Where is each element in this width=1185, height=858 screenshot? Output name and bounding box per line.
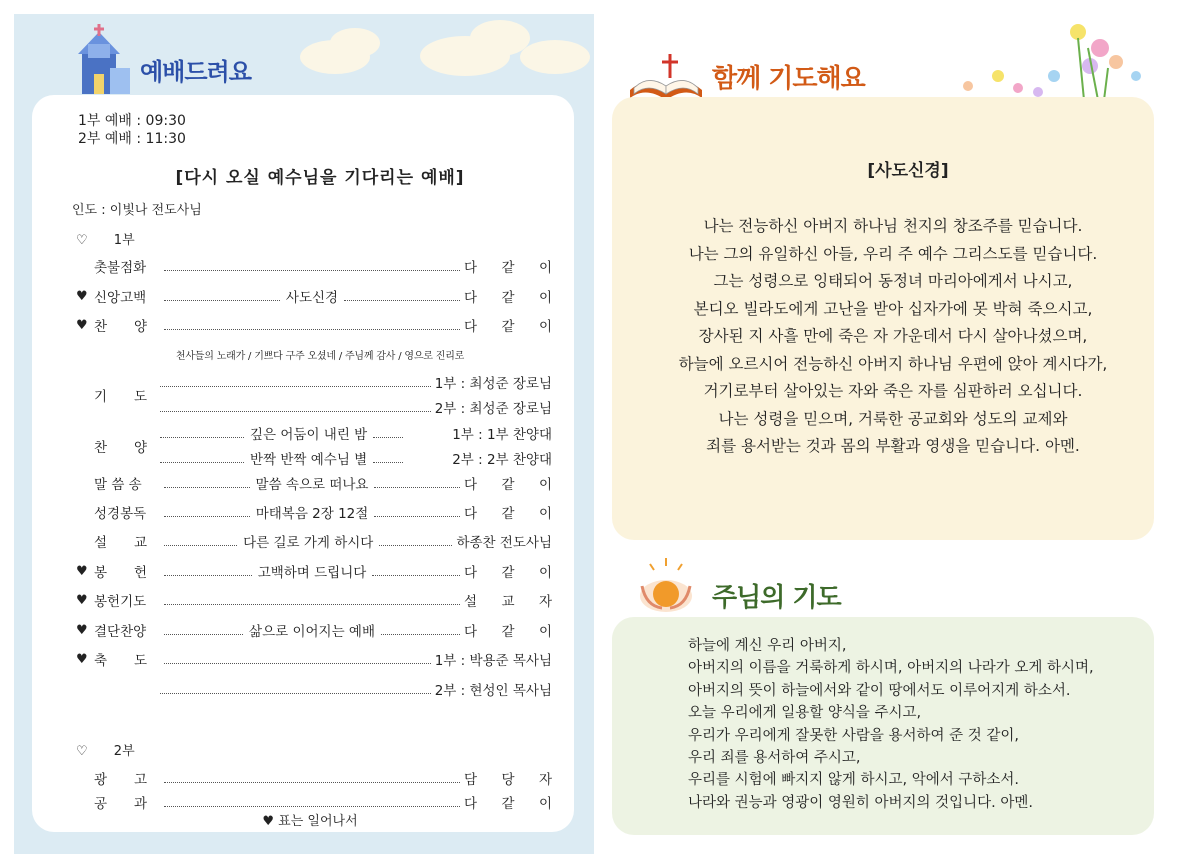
lords-prayer-text [688,635,1094,814]
creed-line: 그는 성령으로 잉태되어 동정녀 마리아에게서 나시고, [713,272,1073,290]
heart-filled-icon: ♥ [76,651,88,667]
order-row-hymn: ♥ 찬 양 다 같 이 [76,317,552,335]
order-row-prayer: 기 도 [94,389,148,405]
order-row-offering: ♥ 봉 헌 고백하며 드립니다 다 같 이 [76,563,552,581]
creed-line: 나는 그의 유일하신 아들, 우리 주 예수 그리스도를 믿습니다. [688,244,1098,263]
order-row-choir: 찬 양 [94,440,148,456]
prayer-line: 아버지의 이름을 거룩하게 하시며, 아버지의 나라가 오게 하시며, [688,660,1094,677]
order-row-sermon: 설 교 다른 길로 가게 하시다 하종찬 전도사님 [94,535,553,551]
creed-line: 하늘에 오르시어 전능하신 아버지 하나님 우편에 앉아 계시다가, [678,354,1108,373]
choir-line-1: 깊은 어둠이 내린 밤 1부 : 1부 찬양대 [160,423,552,443]
order-row-candle: 촛불점화 다 같 이 [94,260,552,276]
prayer-line: 오늘 우리에게 일용할 양식을 주시고, [688,705,922,722]
order-row-lesson: 공 과 다 같 이 [94,796,552,812]
creed-line: 장사된 지 사흘 만에 죽은 자 가운데서 다시 살아나셨으며, [698,327,1088,345]
lords-prayer-title: 주님의 기도 [712,583,841,613]
creed-line: 나는 전능하신 아버지 하나님 천지의 창조주를 믿습니다. [703,217,1083,235]
creed-heading: [사도신경] [867,161,949,181]
creed-text [612,213,1174,461]
cloud-decoration [330,28,380,58]
creed-line: 나는 성령을 믿으며, 거룩한 공교회와 성도의 교제와 [718,409,1068,428]
praying-hands-icon [632,556,702,616]
cloud-decoration [520,40,590,74]
standing-note: ♥ 표는 일어나서 [262,814,358,829]
order-row-decision-hymn: ♥ 결단찬양 삶으로 이어지는 예배 다 같 이 [76,622,552,640]
heart-filled-icon: ♥ [76,622,88,638]
prayer-line: 우리가 우리에게 잘못한 사람을 용서하여 준 것 같이, [688,727,1020,744]
hymn-list: 천사들의 노래가 / 기쁘다 구주 오셨네 / 주님께 감사 / 영으로 진리로 [175,351,465,362]
service-leader: 인도 : 이빛나 전도사님 [72,203,202,218]
order-row-word-song: 말 씀 송 말씀 속으로 떠나요 다 같 이 [94,477,552,493]
flowers-icon [958,18,1148,100]
creed-line: 거기로부터 살아있는 자와 죽은 자를 심판하러 오십니다. [703,382,1083,400]
heart-filled-icon: ♥ [76,592,88,608]
prayer-line-2: 2부 : 최성준 장로님 [160,397,552,417]
worship-section-title: 예배드려요 [140,58,251,86]
order-row-reading: 성경봉독 마태복음 2장 12절 다 같 이 [94,506,552,522]
creed-section-title: 함께 기도해요 [712,64,865,94]
heart-filled-icon: ♥ [76,288,88,304]
creed-line: 죄를 용서받는 것과 몸의 부활과 영생을 믿습니다. 아멘. [706,437,1080,455]
prayer-line: 우리를 시험에 빠지지 않게 하시고, 악에서 구하소서. [688,772,1020,789]
service-times [78,112,186,148]
order-row-announcements: 광 고 담 당 자 [94,772,552,788]
order-row-blessing: ♥ 축 도 1부 : 박용준 목사님 [76,651,552,669]
prayer-line: 나라와 권능과 영광이 영원히 아버지의 것입니다. 아멘. [688,794,1034,811]
heart-outline-icon: ♡ [76,233,88,248]
heart-filled-icon: ♥ [76,317,88,333]
service-title: [다시 오실 예수님을 기다리는 예배] [175,168,465,188]
heart-filled-icon: ♥ [76,563,88,579]
creed-line: 본디오 빌라도에게 고난을 받아 십자가에 못 박혀 죽으시고, [693,299,1093,318]
prayer-line-1: 1부 : 최성준 장로님 [160,372,552,392]
heart-outline-icon: ♡ [76,744,88,759]
order-row-offering-prayer: ♥ 봉헌기도 설 교 자 [76,592,552,610]
prayer-line: 우리 죄를 용서하여 주시고, [688,750,861,767]
blessing-line-2: 2부 : 현성인 목사님 [160,679,552,699]
prayer-line: 하늘에 계신 우리 아버지, [688,638,847,654]
part-2-heading: ♡ 2부 [76,744,135,759]
prayer-line: 아버지의 뜻이 하늘에서와 같이 땅에서도 이루어지게 하소서. [688,682,1071,699]
service-time-1: 1부 예배 : 09:30 [78,113,186,129]
choir-line-2: 반짝 반짝 예수님 별 2부 : 2부 찬양대 [160,448,552,468]
service-time-2: 2부 예배 : 11:30 [78,131,186,147]
order-row-creed: ♥ 신앙고백 사도신경 다 같 이 [76,288,552,306]
church-icon [74,24,134,96]
part-1-heading: ♡ 1부 [76,233,135,248]
